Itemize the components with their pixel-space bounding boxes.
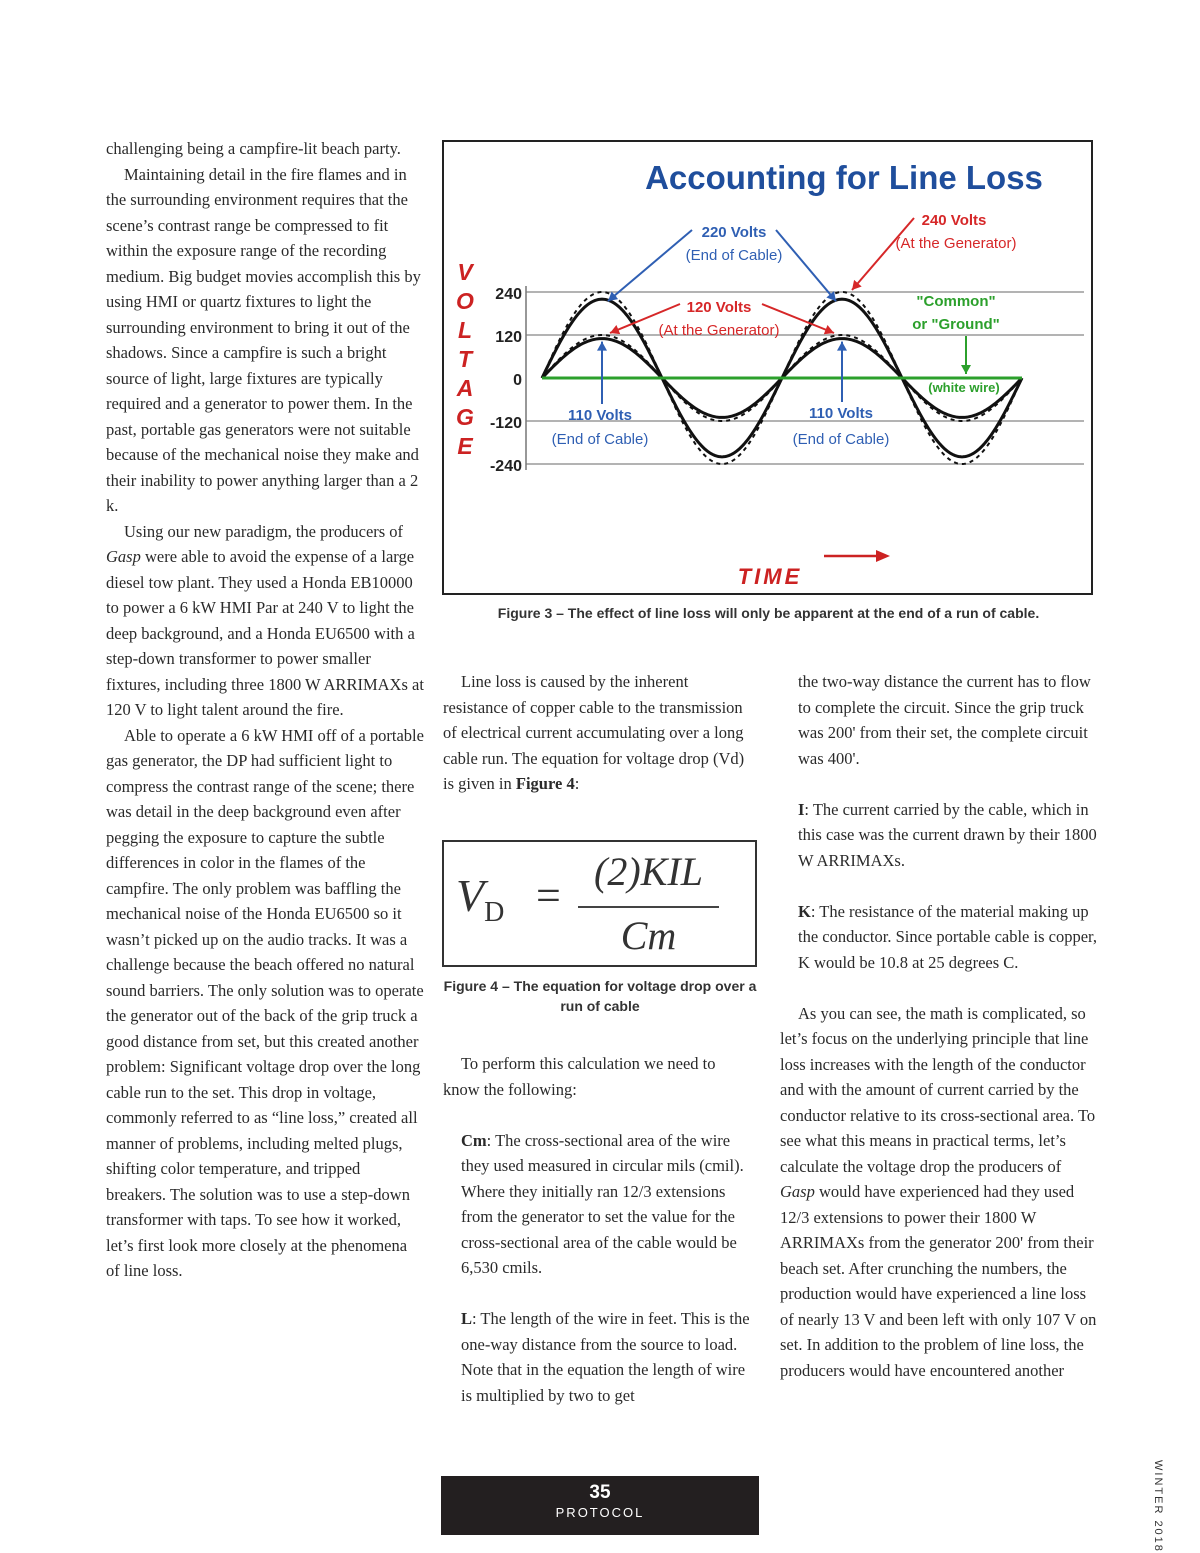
publication-name: PROTOCOL — [555, 1505, 645, 1520]
y-axis-letter: T — [457, 346, 473, 372]
paragraph: To perform this calculation we need to know the following: — [443, 1054, 716, 1099]
fraction-bar — [578, 906, 719, 908]
figure-4-equation — [442, 840, 757, 967]
term-l: L — [461, 1309, 473, 1328]
term-i: I — [798, 799, 805, 819]
y-tick-label: -120 — [489, 414, 522, 432]
y-tick-label: 0 — [513, 372, 522, 389]
x-axis-label: TIME — [737, 564, 803, 589]
equation-lhs: $V_D$ — [456, 870, 505, 929]
y-axis-letter: V — [457, 259, 473, 285]
paragraph: Maintaining detail in the fire flames and in the surrounding environment requires that the scene’s contrast range be compressed to fit within the exposure range of the recording medium. Big budget movies accomplish this by using HMI or quartz fixtures to light the surrounding environment to bring it out of the shadows. Since a campfire is such a bright source of light, large fixtures are typically required and a generator to power them. In the past, portable gas generators were not suitable because of the mechanical noise they make and their inability to power anything larger than a 2 k. — [106, 164, 421, 515]
annotation-220-sub: (End of Cable) — [685, 247, 783, 264]
figure-3-caption: Figure 3 – The effect of line loss will only be apparent at the end of a run of cable. — [497, 605, 1040, 621]
paragraph: Using our new paradigm, the producers of Gasp were able to avoid the expense of a large diesel tow plant. They used a Honda EB10000 to power a 6 kW HMI Par at 240 V to light the deep background, and a Honda EU6500 with a step-down transformer to power smaller fixtures, including three 1800 W ARRIMAXs at 120 V to light talent around the fire. — [106, 521, 424, 719]
middle-column-bottom — [443, 1051, 753, 1408]
chart-title: Accounting for Line Loss — [645, 159, 1043, 196]
y-axis-ticks — [490, 286, 522, 475]
arrow-220-left — [608, 230, 692, 301]
equation-denominator: Cm — [620, 913, 677, 958]
equation-equals: = — [536, 871, 561, 920]
figure-4-caption: Figure 4 – The equation for voltage drop over a run of cable — [443, 978, 757, 1014]
y-axis-letter: O — [456, 288, 474, 314]
definition-l: L: The length of the wire in feet. This is the one-way distance from the source to load. Note that in the equation the length of wire is multiplied by two to get — [461, 1309, 750, 1405]
definition-i: I: The current carried by the cable, which in this case was the current drawn by their 1800 W ARRIMAXs. — [798, 799, 1097, 870]
annotation-220-title: 220 Volts — [701, 224, 767, 241]
annotation-110-left-sub: (End of Cable) — [551, 431, 649, 448]
film-title: Gasp — [780, 1182, 815, 1201]
arrow-110-right-head — [837, 342, 847, 351]
page-footer — [441, 1476, 759, 1535]
figure-3-chart — [442, 140, 1093, 595]
issue-season-label: WINTER 2018 — [1152, 1460, 1164, 1553]
y-tick-label: 120 — [495, 329, 522, 347]
annotation-white-wire: (white wire) — [928, 380, 1000, 395]
annotation-120-title: 120 Volts — [686, 299, 752, 316]
y-tick-label: -240 — [489, 457, 522, 475]
y-axis-letter: E — [457, 433, 473, 459]
left-column — [106, 136, 424, 1284]
time-arrow-head — [876, 550, 890, 562]
issue-season — [1150, 1460, 1190, 1553]
line-loss-chart — [444, 142, 1091, 593]
term-cm: Cm — [461, 1130, 487, 1150]
figure-reference: Figure 4 — [515, 774, 575, 793]
paragraph: Line loss is caused by the inherent resistance of copper cable to the transmission of electrical current accumulating over a long cable run. The equation for voltage drop (Vd) is given in Figure 4: — [443, 672, 745, 793]
annotation-240-title: 240 Volts — [921, 212, 987, 229]
arrow-220-right — [776, 230, 836, 301]
y-tick-label: 240 — [495, 286, 522, 304]
annotation-110-right-sub: (End of Cable) — [792, 431, 890, 448]
y-axis-letter: L — [457, 317, 473, 343]
annotation-110-right-title: 110 Volts — [809, 405, 873, 422]
annotation-ground: or "Ground" — [912, 316, 1000, 333]
term-k: K — [798, 901, 811, 921]
arrow-240 — [852, 218, 914, 290]
annotation-110-left-title: 110 Volts — [568, 407, 632, 424]
definition-l-continued: the two-way distance the current has to flow to complete the circuit. Since the grip truck was 200' from their set, the complete circuit was 400'. — [798, 672, 1091, 768]
y-axis-letter: A — [456, 375, 474, 401]
annotation-120-sub: (At the Generator) — [658, 322, 780, 339]
y-axis-letter: G — [456, 404, 474, 430]
paragraph: challenging being a campfire-lit beach party. — [106, 139, 401, 158]
arrow-110-left-head — [597, 342, 607, 351]
paragraph: Able to operate a 6 kW HMI off of a portable gas generator, the DP had sufficient light to compress the contrast range of the scene; there was detail in the deep background even after pegging the exposure to capture the subtle differences in color in the flames of the campfire. The only problem was baffling the mechanical noise of the Honda EU6500 so it wasn’t picked up on the audio tracks. It was a challenge because the beach offered no natural sound barriers. The only solution was to operate the generator out of the back of the grip truck a good distance from set, but this created another problem: Significant voltage drop over the long cable run to the set. This drop in voltage, commonly referred to as “line loss,” created all manner of problems, including melted plugs, shifting color temperature, and tripped breakers. The solution was to use a step-down transformer with taps. To see how it worked, let’s first look more closely at the phenomena of line loss. — [106, 725, 424, 1280]
arrow-ground-head — [961, 365, 971, 374]
y-axis-label — [456, 259, 475, 459]
page-number: 35 — [589, 1482, 611, 1503]
film-title: Gasp — [106, 547, 141, 566]
right-column — [780, 669, 1098, 1383]
middle-column-top — [443, 669, 753, 797]
annotation-240-sub: (At the Generator) — [895, 235, 1017, 252]
paragraph: As you can see, the math is complicated, so let’s focus on the underlying principle that line loss increases with the length of the conductor and with the amount of current carried by the conductor relative to its cross-sectional area. To see what this means in practical terms, let’s calculate the voltage drop the producers of Gasp would have experienced had they used 12/3 extensions to power their 1800 W ARRIMAXs from the generator 200' from their beach set. After crunching the numbers, the production would have experienced a line loss of nearly 13 V and been left with only 107 V on set. In addition to the problem of line loss, the producers would have encountered another — [780, 1003, 1097, 1380]
equation-numerator: (2)KIL — [594, 849, 703, 894]
definition-k: K: The resistance of the material making up the conductor. Since portable cable is copper, K would be 10.8 at 25 degrees C. — [798, 901, 1097, 972]
definition-cm: Cm: The cross-sectional area of the wire they used measured in circular mils (cmil). Where they initially ran 12/3 extensions from the generator to set the value for the cross-sectional area of the cable would be 6,530 cmils. — [461, 1130, 744, 1277]
annotation-common: "Common" — [916, 293, 996, 310]
